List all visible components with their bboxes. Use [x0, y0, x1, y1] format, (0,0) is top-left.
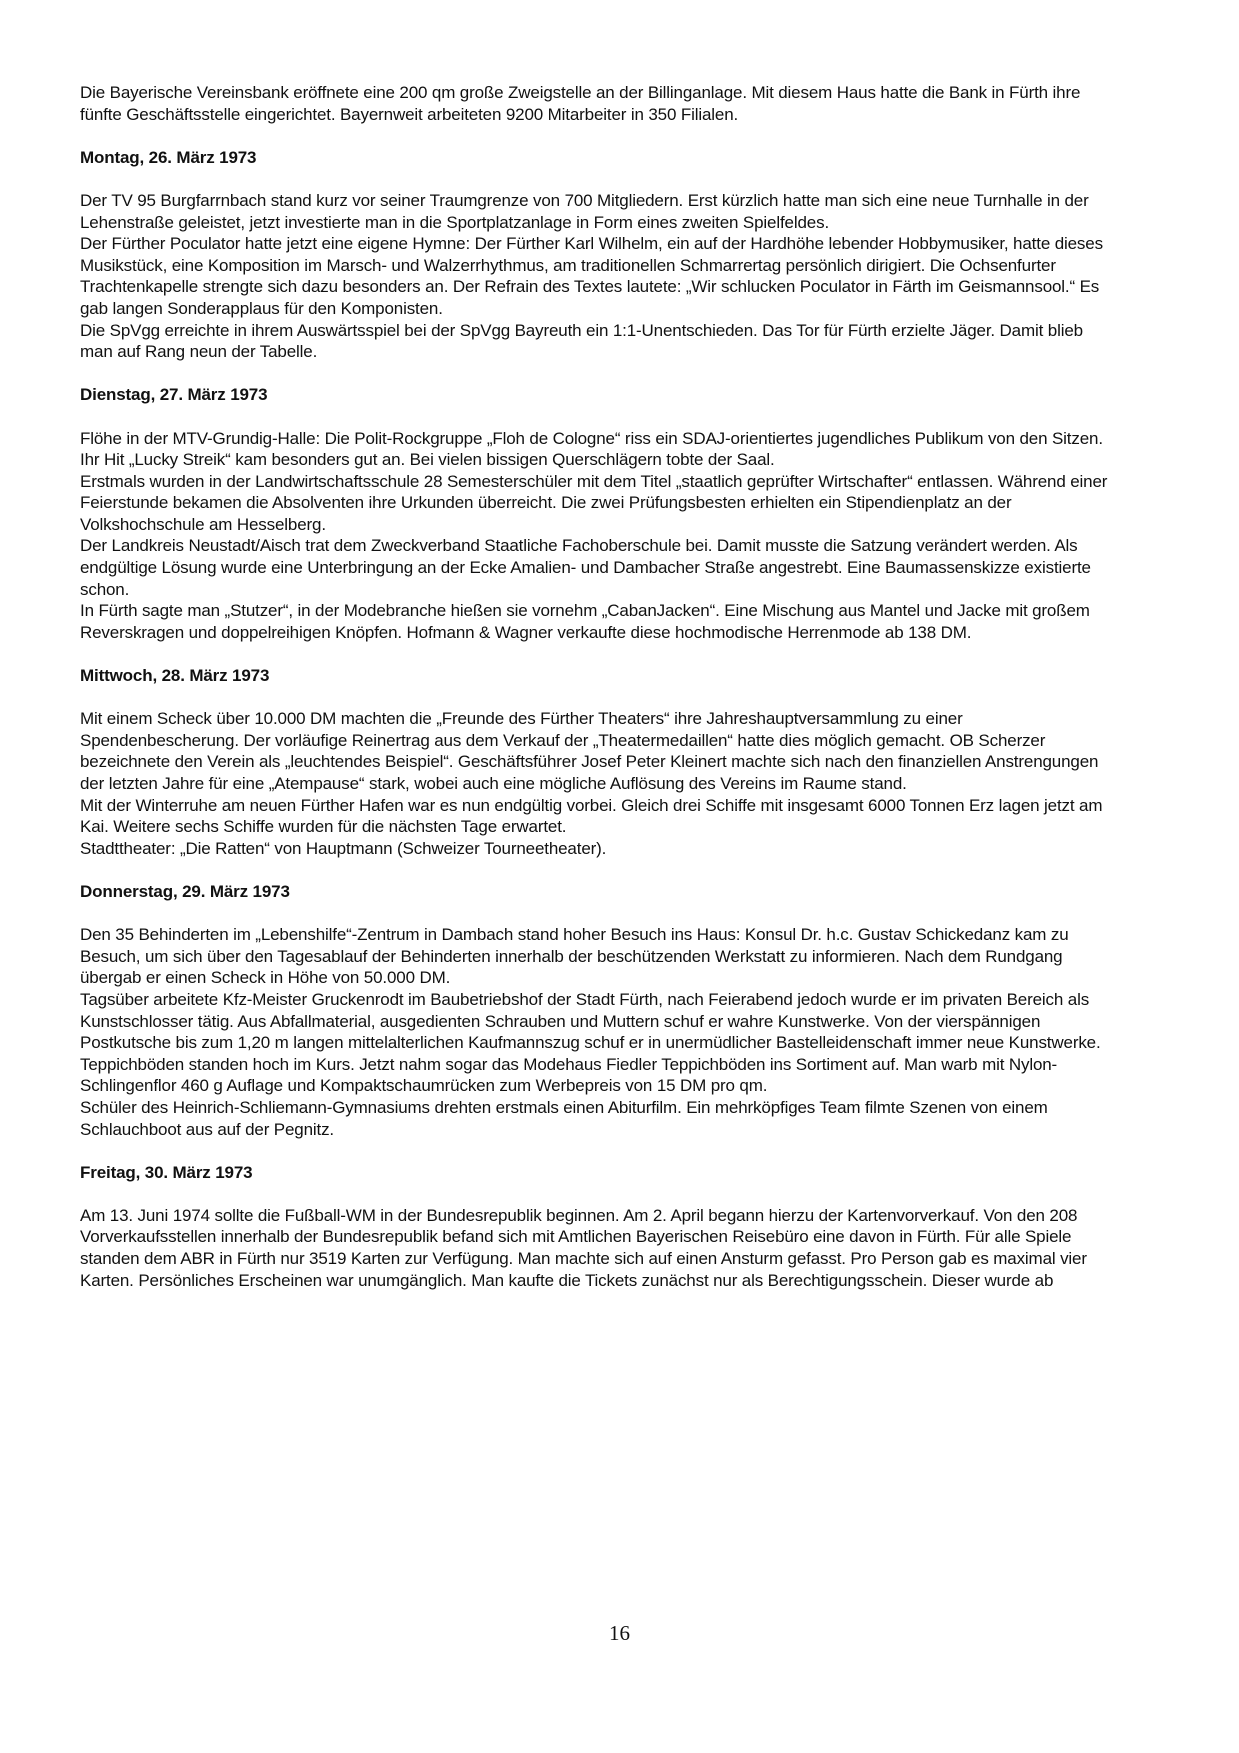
- section-heading: Freitag, 30. März 1973: [80, 1162, 253, 1182]
- intro-block: [80, 82, 1120, 125]
- paragraph: In Fürth sagte man „Stutzer“, in der Modebranche hießen sie vornehm „CabanJacken“. Eine Mischung aus Mantel und Jacke mit großem Reverskragen und doppelreihigen Knöpfen. Hofmann & Wagner verkaufte diese hochmodische Herrenmode ab 138 DM.: [80, 601, 1090, 642]
- paragraph: Der Fürther Poculator hatte jetzt eine eigene Hymne: Der Fürther Karl Wilhelm, ein auf der Hardhöhe lebender Hobbymusiker, hatte dieses Musikstück, eine Komposition im Marsch- und Walzerrhythmus, am traditionellen Schmarrertag persönlich dirigiert. Die Ochsenfurter Trachtenkapelle strengte sich dazu besonders an. Der Refrain des Textes lautete: „Wir schlucken Poculator in Färth im Geismannsool.“ Es gab langen Sonderapplaus für den Komponisten.: [80, 234, 1103, 318]
- document-page: [80, 82, 1120, 1291]
- paragraph: Der Landkreis Neustadt/Aisch trat dem Zweckverband Staatliche Fachoberschule bei. Damit musste die Satzung verändert werden. Als endgültige Lösung wurde eine Unterbringung an der Ecke Amalien- und Dambacher Straße angestrebt. Eine Baumassenskizze existierte schon.: [80, 536, 1091, 599]
- section-heading: Montag, 26. März 1973: [80, 147, 257, 167]
- section-wednesday: [80, 643, 1120, 859]
- paragraph: Flöhe in der MTV-Grundig-Halle: Die Polit-Rockgruppe „Floh de Cologne“ riss ein SDAJ-orientiertes jugendliches Publikum von den Sitzen. Ihr Hit „Lucky Streik“ kam besonders gut an. Bei vielen bissigen Querschlägern tobte der Saal.: [80, 428, 1103, 470]
- paragraph: Die Bayerische Vereinsbank eröffnete eine 200 qm große Zweigstelle an der Billinganlage. Mit diesem Haus hatte die Bank in Fürth ihre fünfte Geschäftsstelle eingerichtet. Bayernweit arbeiteten 9200 Mitarbeiter in 350 Filialen.: [80, 83, 1081, 124]
- paragraph: Tagsüber arbeitete Kfz-Meister Gruckenrodt im Baubetriebshof der Stadt Fürth, nach Feierabend jedoch wurde er im privaten Bereich als Kunstschlosser tätig. Aus Abfallmaterial, ausgedienten Schrauben und Muttern schuf er wahre Kunstwerke. Von der vierspännigen Postkutsche bis zum 1,20 m langen mittelalterlichen Kaufmannszug schuf er in unermüdlicher Bastelleidenschaft immer neue Kunstwerke.: [80, 989, 1101, 1053]
- paragraph: Mit einem Scheck über 10.000 DM machten die „Freunde des Fürther Theaters“ ihre Jahreshauptversammlung zu einer Spendenbescherung. Der vorläufige Reinertrag aus dem Verkauf der „Theatermedaillen“ hatte dies möglich gemacht. OB Scherzer bezeichnete den Verein als „leuchtendes Beispiel“. Geschäftsführer Josef Peter Kleinert machte sich nach den finanziellen Anstrengungen der letzten Jahre für eine „Atempause“ stark, wobei auch eine mögliche Auflösung des Vereins im Raume stand.: [80, 709, 1099, 793]
- page-number: 16: [609, 1621, 630, 1645]
- section-thursday: [80, 859, 1120, 1140]
- paragraph: Stadttheater: „Die Ratten“ von Hauptmann (Schweizer Tourneetheater).: [80, 838, 607, 858]
- section-heading: Donnerstag, 29. März 1973: [80, 881, 290, 901]
- paragraph: Erstmals wurden in der Landwirtschaftsschule 28 Semesterschüler mit dem Titel „staatlich geprüfter Wirtschafter“ entlassen. Während einer Feierstunde bekamen die Absolventen ihre Urkunden überreicht. Die zwei Prüfungsbesten erhielten ein Stipendienplatz an der Volkshochschule am Hesselberg.: [80, 471, 1108, 534]
- section-tuesday: [80, 363, 1120, 644]
- paragraph: Schüler des Heinrich-Schliemann-Gymnasiums drehten erstmals einen Abiturfilm. Ein mehrköpfiges Team filmte Szenen von einem Schlauchboot aus auf der Pegnitz.: [80, 1097, 1048, 1139]
- section-heading: Dienstag, 27. März 1973: [80, 385, 268, 405]
- paragraph: Der TV 95 Burgfarrnbach stand kurz vor seiner Traumgrenze von 700 Mitgliedern. Erst kürzlich hatte man sich eine neue Turnhalle in der Lehenstraße geleistet, jetzt investierte man in die Sportplatzanlage in Form eines zweiten Spielfeldes.: [80, 190, 1089, 232]
- paragraph: Mit der Winterruhe am neuen Fürther Hafen war es nun endgültig vorbei. Gleich drei Schiffe mit insgesamt 6000 Tonnen Erz lagen jetzt am Kai. Weitere sechs Schiffe wurden für die nächsten Tage erwartet.: [80, 795, 1103, 837]
- section-monday: [80, 125, 1120, 363]
- paragraph: Die SpVgg erreichte in ihrem Auswärtsspiel bei der SpVgg Bayreuth ein 1:1-Unentschieden. Das Tor für Fürth erzielte Jäger. Damit blieb man auf Rang neun der Tabelle.: [80, 320, 1083, 362]
- section-heading: Mittwoch, 28. März 1973: [80, 666, 270, 686]
- paragraph: Am 13. Juni 1974 sollte die Fußball-WM in der Bundesrepublik beginnen. Am 2. April begann hierzu der Kartenvorverkauf. Von den 208 Vorverkaufsstellen innerhalb der Bundesrepublik befand sich mit Amtlichen Bayerischen Reisebüro eine davon in Fürth. Für alle Spiele standen dem ABR in Fürth nur 3519 Karten zur Verfügung. Man machte sich auf einen Ansturm gefasst. Pro Person gab es maximal vier Karten. Persönliches Erscheinen war unumgänglich. Man kaufte die Tickets zunächst nur als Berechtigungsschein. Dieser wurde ab: [80, 1205, 1087, 1290]
- section-friday: [80, 1140, 1120, 1291]
- paragraph: Den 35 Behinderten im „Lebenshilfe“-Zentrum in Dambach stand hoher Besuch ins Haus: Konsul Dr. h.c. Gustav Schickedanz kam zu Besuch, um sich über den Tagesablauf der Behinderten innerhalb der beschützenden Werkstatt zu informieren. Nach dem Rundgang übergab er einen Scheck in Höhe von 50.000 DM.: [80, 925, 1069, 988]
- paragraph: Teppichböden standen hoch im Kurs. Jetzt nahm sogar das Modehaus Fiedler Teppichböden ins Sortiment auf. Man warb mit Nylon-Schlingenflor 460 g Auflage und Kompaktschaumrücken zum Werbepreis von 15 DM pro qm.: [80, 1054, 1058, 1096]
